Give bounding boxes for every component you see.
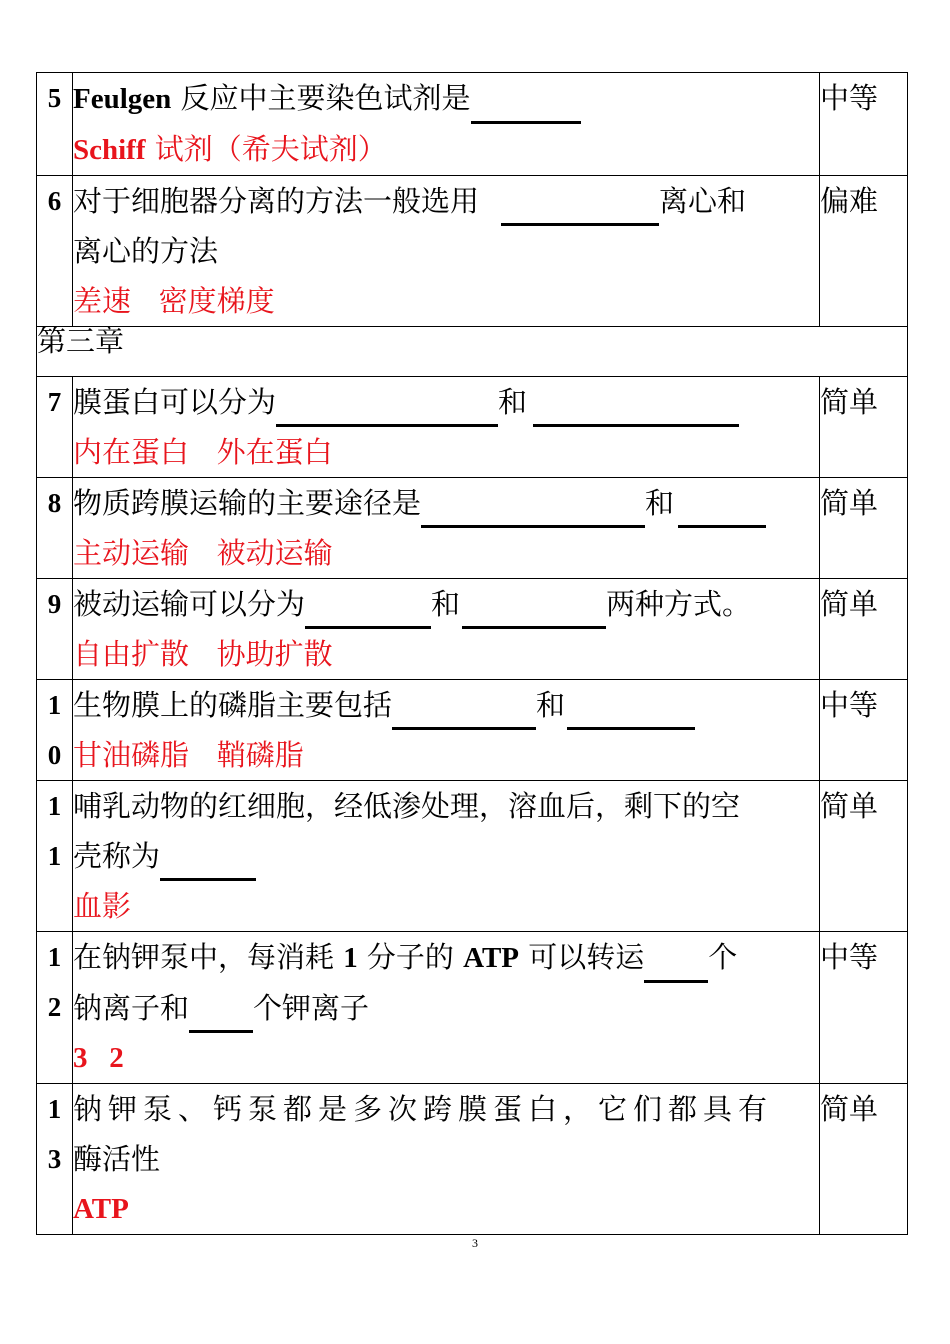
question-text-continued: 酶活性: [73, 1142, 161, 1176]
answer-blank: [421, 489, 645, 528]
answer-text: ATP: [73, 1193, 129, 1225]
question-row-12: [37, 932, 908, 1084]
question-text-continued: 钠离子和 个钾离子: [73, 983, 819, 1033]
question-number: 1 1: [37, 781, 73, 932]
question-number: 1 2: [37, 932, 73, 1084]
difficulty-label: 简单: [820, 377, 908, 478]
answer-blank: [644, 944, 708, 983]
question-row-10: [37, 680, 908, 781]
question-row-11: [37, 781, 908, 932]
answer-blank: [276, 388, 498, 427]
question-cell: [73, 176, 820, 327]
question-text: 在钠钾泵中，每消耗 1 分子的 ATP 可以转运 个: [73, 932, 819, 983]
answer-blank: [160, 842, 256, 881]
answer-blank: [567, 691, 695, 730]
difficulty-label: 中等: [820, 680, 908, 781]
answer-text: 血影: [73, 889, 132, 923]
page-number: 3: [472, 1236, 478, 1250]
answer-text: 主动运输 被动运输: [73, 536, 333, 570]
question-cell: [73, 932, 820, 1084]
answer-text: Schiff 试剂（希夫试剂）: [73, 132, 387, 166]
answer-blank: [471, 85, 581, 124]
question-cell: [73, 680, 820, 781]
difficulty-label: 简单: [820, 579, 908, 680]
difficulty-label: 中等: [820, 73, 908, 176]
question-table: [36, 72, 908, 1235]
question-row-8: [37, 478, 908, 579]
answer-blank: [533, 388, 739, 427]
difficulty-label: 简单: [820, 781, 908, 932]
question-text: 膜蛋白可以分为 和: [73, 377, 819, 427]
question-row-6: [37, 176, 908, 327]
chapter-row: [37, 327, 908, 377]
answer-blank: [501, 187, 659, 226]
question-text: 哺乳动物的红细胞，经低渗处理，溶血后，剩下的空: [73, 789, 741, 823]
answer-blank: [678, 489, 766, 528]
question-number: 7: [37, 377, 73, 478]
question-cell: [73, 377, 820, 478]
difficulty-label: 简单: [820, 1084, 908, 1235]
chapter-heading: 第三章: [37, 327, 908, 377]
answer-text: 3 2: [73, 1042, 124, 1074]
answer-text: 差速 密度梯度: [73, 284, 275, 318]
difficulty-label: 中等: [820, 932, 908, 1084]
answer-blank: [305, 590, 431, 629]
question-text: 生物膜上的磷脂主要包括 和: [73, 680, 819, 730]
question-cell: [73, 1084, 820, 1235]
question-number: 5: [37, 73, 73, 176]
question-cell: [73, 579, 820, 680]
question-row-7: [37, 377, 908, 478]
question-number: 8: [37, 478, 73, 579]
question-text: 对于细胞器分离的方法一般选用 离心和: [73, 176, 819, 226]
question-number: 9: [37, 579, 73, 680]
difficulty-label: 简单: [820, 478, 908, 579]
question-cell: [73, 478, 820, 579]
question-row-9: [37, 579, 908, 680]
question-text-continued: 壳称为: [73, 831, 819, 881]
question-number: 1 3: [37, 1084, 73, 1235]
question-cell: [73, 781, 820, 932]
answer-text: 甘油磷脂 鞘磷脂: [73, 738, 304, 772]
question-text: 物质跨膜运输的主要途径是 和: [73, 478, 819, 528]
answer-blank: [189, 994, 253, 1033]
answer-text: 自由扩散 协助扩散: [73, 637, 333, 671]
question-text: 钠钾泵、钙泵都是多次跨膜蛋白，它们都具有: [73, 1092, 774, 1126]
question-cell: [73, 73, 820, 176]
question-text: 被动运输可以分为 和 两种方式。: [73, 579, 819, 629]
answer-blank: [392, 691, 536, 730]
answer-text: 内在蛋白 外在蛋白: [73, 435, 333, 469]
question-text: Feulgen 反应中主要染色试剂是: [73, 73, 819, 124]
question-number: 1 0: [37, 680, 73, 781]
question-text-continued: 离心的方法: [73, 234, 219, 268]
question-number: 6: [37, 176, 73, 327]
answer-blank: [462, 590, 606, 629]
question-row-13: [37, 1084, 908, 1235]
question-row-5: [37, 73, 908, 176]
difficulty-label: 偏难: [820, 176, 908, 327]
